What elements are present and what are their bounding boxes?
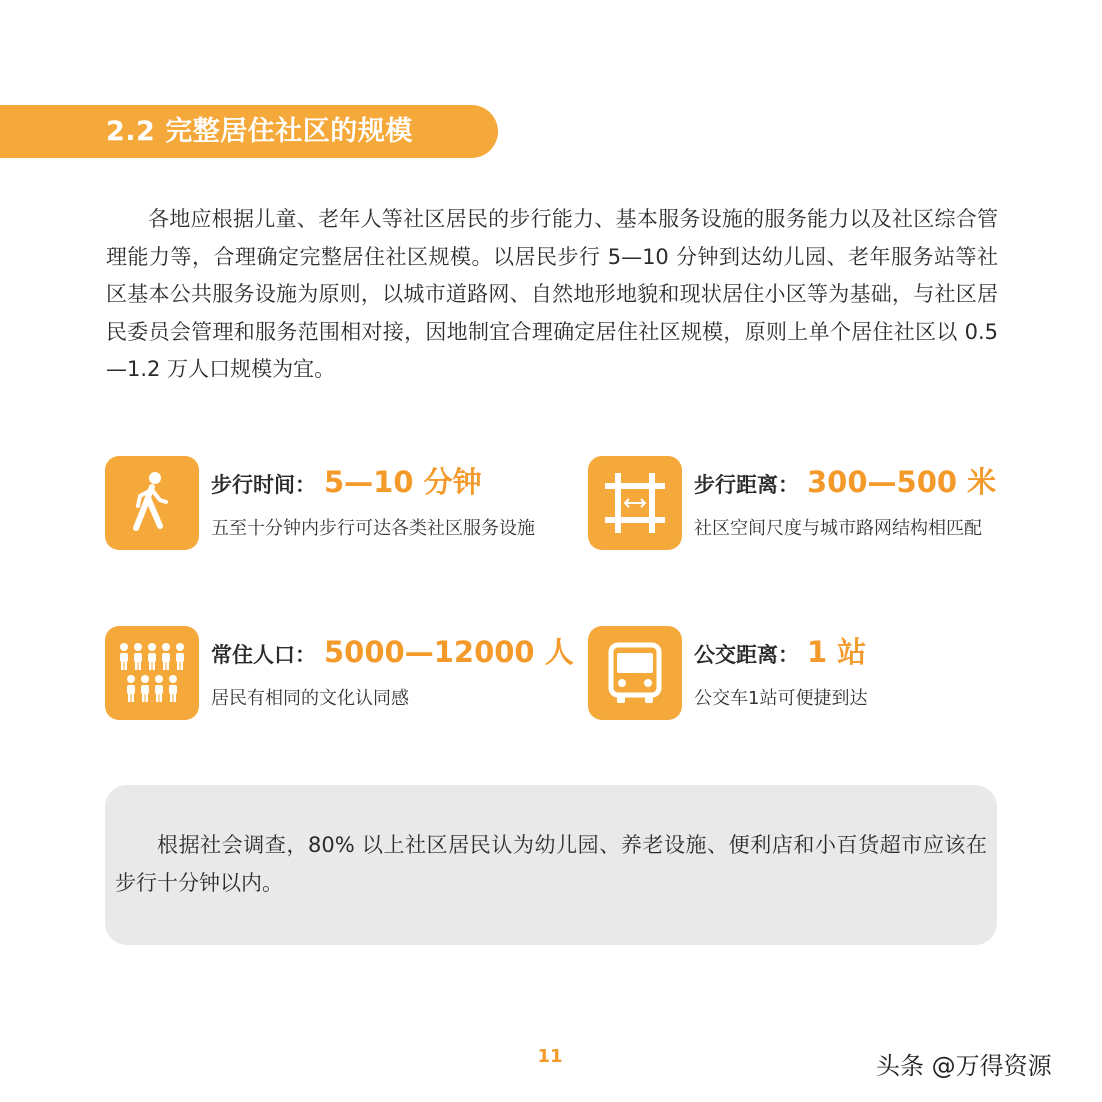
stat-label: 步行距离： (694, 473, 799, 497)
walking-person-icon (105, 456, 199, 550)
section-banner (0, 105, 498, 158)
intro-paragraph: 各地应根据儿童、老年人等社区居民的步行能力、基本服务设施的服务能力以及社区综合管理能力等，合理确定完整居住社区规模。以居民步行 5—10 分钟到达幼儿园、老年服务站等社区基本公共服务设施为原则，以城市道路网、自然地形地貌和现状居住小区等为基础，与社区居民委员会管理和服务范围相对接，因地制宜合理确定居住社区规模，原则上单个居住社区以 0.5—1.2 万人口规模为宜。 (106, 207, 998, 382)
stat-label: 常住人口： (211, 643, 316, 667)
watermark: 头条 @万得资源 (876, 1052, 1052, 1080)
people-group-icon (105, 626, 199, 720)
stat-walking-distance (588, 456, 998, 551)
stat-population (105, 626, 575, 721)
stat-heading (211, 630, 574, 671)
bus-icon (588, 626, 682, 720)
stat-walking-time (105, 456, 575, 551)
stat-description: 社区空间尺度与城市路网结构相匹配 (694, 518, 982, 539)
stat-description: 五至十分钟内步行可达各类社区服务设施 (211, 518, 535, 539)
stat-description: 公交车1站可便捷到达 (694, 688, 868, 709)
stat-heading (694, 460, 996, 501)
stat-label: 公交距离： (694, 643, 799, 667)
section-title: 2.2 完整居住社区的规模 (106, 116, 413, 147)
stat-value: 5—10 分钟 (324, 465, 482, 499)
survey-note-box (105, 785, 997, 945)
stat-value: 300—500 米 (807, 465, 997, 499)
road-grid-icon (588, 456, 682, 550)
stat-heading (694, 630, 866, 671)
stat-heading (211, 460, 482, 501)
survey-note-text: 根据社会调查，80% 以上社区居民认为幼儿园、养老设施、便利店和小百货超市应该在步行十分钟以内。 (115, 833, 987, 895)
stat-bus-distance (588, 626, 998, 721)
stat-value: 1 站 (807, 635, 867, 669)
stat-description: 居民有相同的文化认同感 (211, 688, 409, 709)
stat-value: 5000—12000 人 (324, 635, 574, 669)
page-number: 11 (537, 1046, 563, 1067)
stat-label: 步行时间： (211, 473, 316, 497)
